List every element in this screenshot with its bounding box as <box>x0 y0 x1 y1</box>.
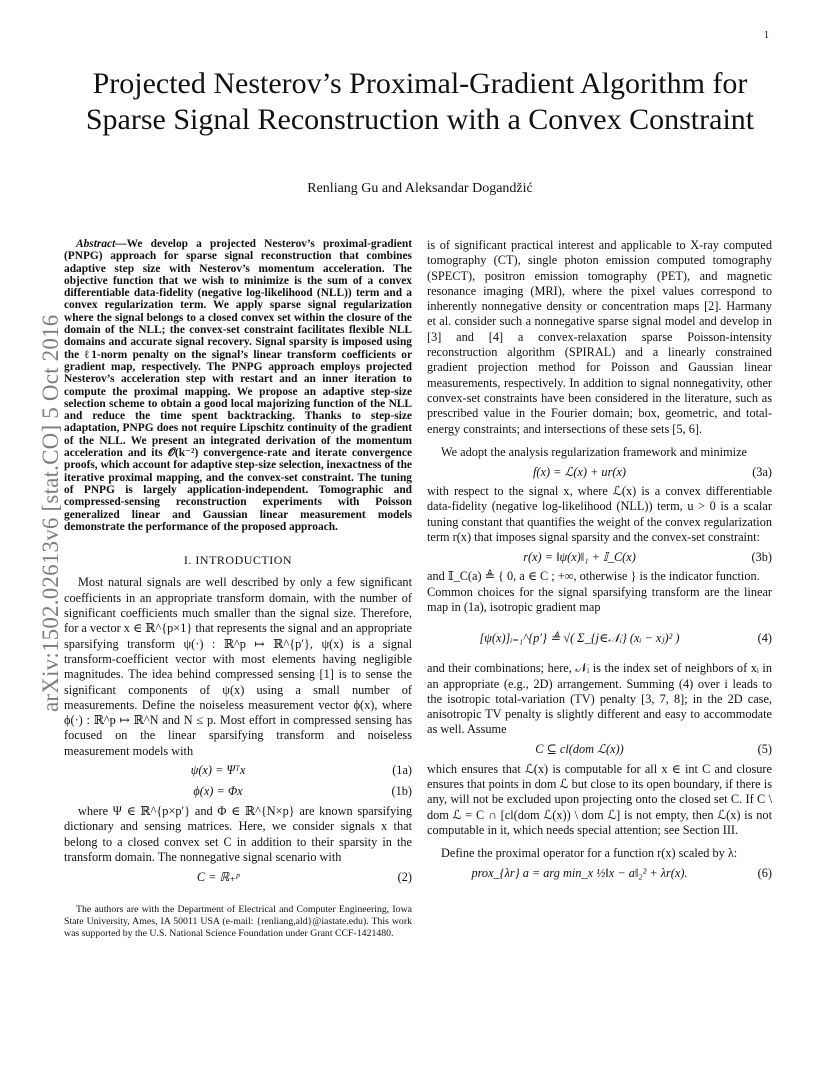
intro-paragraph-2: where Ψ ∈ ℝ^{p×p′} and Φ ∈ ℝ^{N×p} are known sparsifying dictionary and sensing matrices. Here, we consider signals x that belong to a closed convex set C in addition to their sparsity in the transform domain. The nonnegative signal scenario with <box>64 803 412 864</box>
equation-6 <box>427 865 772 883</box>
abstract <box>64 238 412 533</box>
equation-1b-number: (1b) <box>391 784 412 799</box>
arxiv-identifier: arXiv:1502.02613v6 [stat.CO] 5 Oct 2016 <box>38 314 63 712</box>
equation-3a-number: (3a) <box>752 464 772 479</box>
right-paragraph-5: and their combinations; here, 𝒩ᵢ is the index set of neighbors of xᵢ in an appropriate (e.g., 2D) arrangement. Summing (4) over i leads to the isotropic total-variation (TV) penalty [3, 7, 8]; in the 2D case, anisotropic TV penalty is slightly different and easy to accommodate as well. Assume <box>427 661 772 737</box>
page-number: 1 <box>764 30 769 41</box>
equation-1a <box>64 762 412 780</box>
author-footnote: The authors are with the Department of Electrical and Computer Engineering, Iowa State University, Ames, IA 50011 USA (e-mail: {renliang,ald}@iastate.edu). This work was supported by the U.S. National Science Foundation under Grant CCF-1421480. <box>64 904 412 940</box>
paper-authors: Renliang Gu and Aleksandar Dogandžić <box>307 181 533 196</box>
equation-3b-number: (3b) <box>751 549 772 564</box>
paper-title: Projected Nesterov’s Proximal-Gradient Algorithm for Sparse Signal Reconstruction with a Convex Constraint <box>85 67 755 136</box>
left-column <box>64 238 412 940</box>
abstract-text: We develop a projected Nesterov’s proximal-gradient (PNPG) approach for sparse signal reconstruction that combines adaptive step size with Nesterov’s momentum acceleration. The objective function that we wish to minimize is the sum of a convex differentiable data-fidelity (negative log-likelihood (NLL)) term and a convex regularization term. We apply sparse signal regularization where the signal belongs to a closed convex set within the closure of the domain of the NLL; the convex-set constraint facilitates flexible NLL domains and accurate signal recovery. Signal sparsity is imposed using the ℓ1-norm penalty on the signal’s linear transform coefficients or gradient map, respectively. The PNPG approach employs projected Nesterov’s acceleration step with restart and an inner iteration to compute the proximal mapping. We propose an adaptive step-size selection scheme to obtain a good local majorizing function of the NLL and reduce the time spent backtracking. Thanks to step-size adaptation, PNPG does not require Lipschitz continuity of the gradient of the NLL. We present an integrated derivation of the momentum acceleration and its 𝒪(k⁻²) convergence-rate and iterate convergence proofs, which account for adaptive step-size selection, inexactness of the iterative proximal mapping, and the convex-set constraint. The tuning of PNPG is largely application-independent. Tomographic and compressed-sensing reconstruction experiments with Poisson generalized linear and Gaussian linear measurement models demonstrate the performance of the proposed approach. <box>64 238 412 533</box>
equation-1a-number: (1a) <box>392 763 412 778</box>
abstract-lead: Abstract— <box>76 238 127 250</box>
equation-5-number: (5) <box>757 742 772 757</box>
indicator-definition: and 𝕀_C(a) ≜ { 0, a ∈ C ; +∞, otherwise } is the indicator function. <box>427 569 760 584</box>
equation-5-body: C ⊆ cl(dom ℒ(x)) <box>535 742 624 757</box>
intro-paragraph-1: Most natural signals are well described by only a few significant coefficients in an appropriate transform domain, with the number of significant coefficients much smaller than the signal size. Therefore, for a vector x ∈ ℝ^{p×1} that represents the signal and an appropriate sparsifying transform ψ(·) : ℝ^p ↦ ℝ^{p′}, ψ(x) is a signal transform-coefficient vector with most elements having negligible magnitudes. The idea behind compressed sensing [1] is to sense the significant components of ψ(x) using a small number of measurements. Define the noiseless measurement vector ϕ(x), where ϕ(·) : ℝ^p ↦ ℝ^N and N ≤ p. Most effort in compressed sensing has focused on the linear sparsifying transform and noiseless measurement models with <box>64 575 412 758</box>
equation-2-body: C = ℝ₊ᵖ <box>196 869 240 884</box>
equation-3a-body: f(x) = ℒ(x) + ur(x) <box>532 464 627 479</box>
right-paragraph-2: We adopt the analysis regularization framework and minimize <box>441 444 747 459</box>
equation-2 <box>64 868 412 886</box>
equation-2-number: (2) <box>397 869 412 884</box>
equation-4-number: (4) <box>757 630 772 645</box>
equation-1b <box>64 783 412 801</box>
equation-3b-body: r(x) = ‖ψ(x)‖₁ + 𝕀_C(x) <box>523 549 636 564</box>
equation-1a-body: ψ(x) = Ψᵀx <box>190 763 246 778</box>
right-paragraph-6: which ensures that ℒ(x) is computable for all x ∈ int C and closure ensures that points in dom ℒ but close to its open boundary, if there is any, will not be excluded upon projecting onto the closed set C. If C \ dom ℒ = C ∩ [cl(dom ℒ(x)) \ dom ℒ] is not empty, then ℒ(x) is not computable in it, which needs special attention; see Section III. <box>427 761 772 837</box>
right-paragraph-1: is of significant practical interest and applicable to X-ray computed tomography (CT), single photon emission computed tomography (SPECT), positron emission tomography (PET), and magnetic resonance imaging (MRI), where the pixel values correspond to inherently nonnegative density or concentration maps [2]. Harmany et al. consider such a nonnegative sparse signal model and develop in [3] and [4] a convex-relaxation sparse Poisson-intensity reconstruction algorithm (SPIRAL) and a linearly constrained gradient projection method for Poisson and Gaussian linear measurements, respectively. In addition to signal nonnegativity, other convex-set constraints have been considered in the literature, such as prescribed value in the Fourier domain; box, geometric, and total-energy constraints; and intersections of these sets [5, 6]. <box>427 238 772 436</box>
equation-4-body: [ψ(x)]ᵢ₌₁^{p′} ≜ √( Σ_{j∈𝒩ᵢ} (xᵢ − xⱼ)² ) <box>479 630 680 645</box>
section-heading-introduction: I. INTRODUCTION <box>183 553 293 568</box>
equation-1b-body: ϕ(x) = Φx <box>193 784 243 799</box>
right-column <box>427 238 772 886</box>
equation-4 <box>427 618 772 658</box>
right-paragraph-4: Common choices for the signal sparsifying transform are the linear map in (1a), isotropic gradient map <box>427 584 772 614</box>
right-paragraph-7: Define the proximal operator for a function r(x) scaled by λ: <box>441 846 738 861</box>
equation-6-number: (6) <box>757 865 772 880</box>
equation-3b <box>427 548 772 566</box>
equation-5 <box>427 741 772 759</box>
equation-6-body: prox_{λr} a = arg min_x ½‖x − a‖₂² + λr(x). <box>471 865 688 880</box>
equation-3a <box>427 463 772 481</box>
right-paragraph-3: with respect to the signal x, where ℒ(x) is a convex differentiable data-fidelity (negative log-likelihood (NLL)) term, u > 0 is a scalar tuning constant that quantifies the weight of the convex regularization term r(x) that imposes signal sparsity and the convex-set constraint: <box>427 484 772 545</box>
